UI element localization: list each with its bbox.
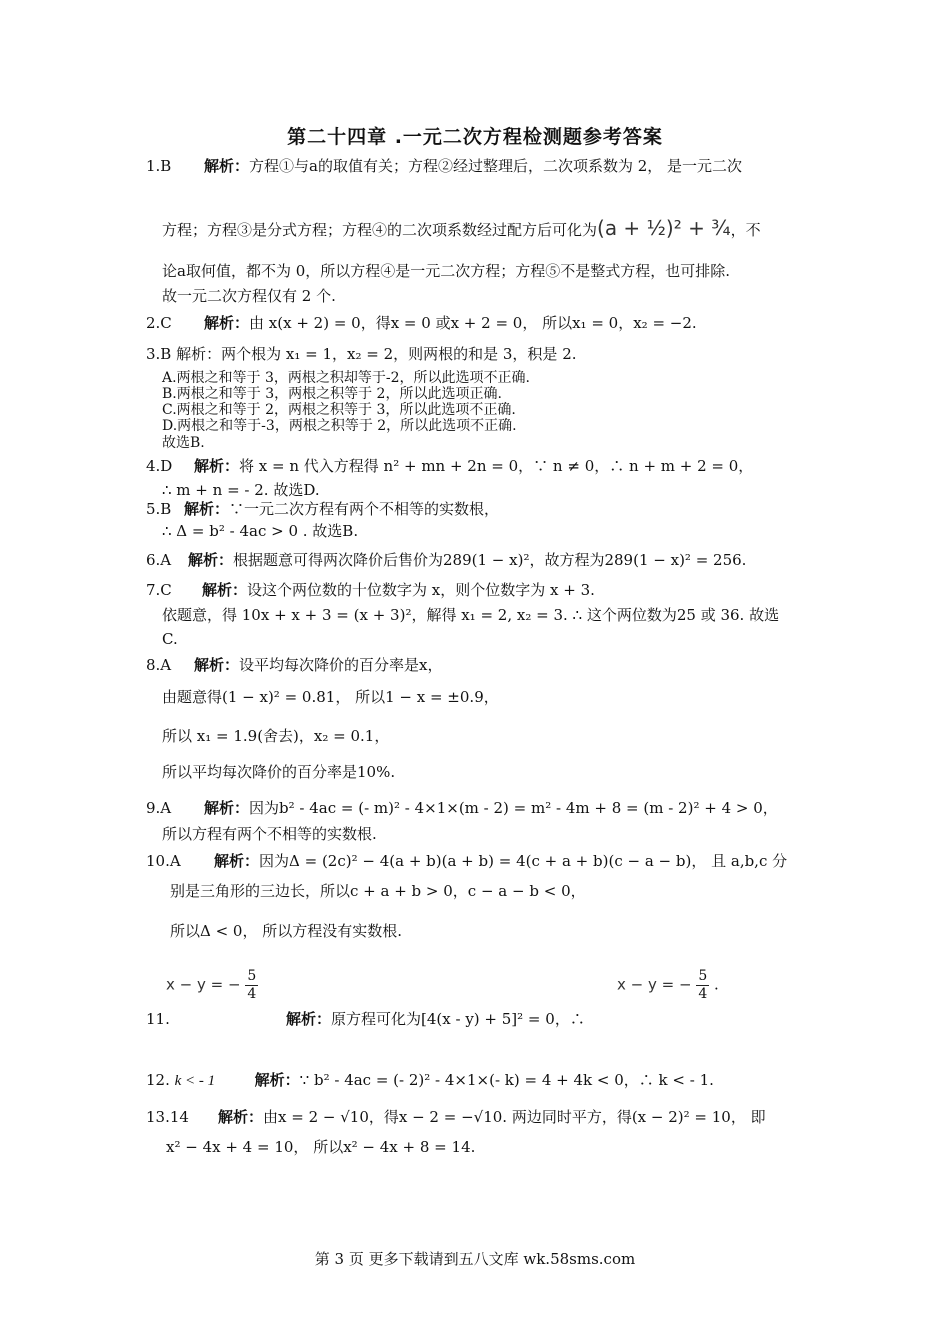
answer-8-line-2: 由题意得(1 − x)² = 0.81， 所以1 − x = ±0.9， bbox=[162, 688, 499, 706]
answer-text: 因为b² - 4ac = (- m)² - 4×1×(m - 2) = m² - 4m + 8 = (m - 2)² + 4 > 0， bbox=[249, 799, 778, 817]
answer-text: 由x = 2 − √10，得x − 2 = −√10. 两边同时平方，得(x − 2)² = 10， 即 bbox=[263, 1108, 766, 1126]
answer-text: 设这个两位数的十位数字为 x，则个位数字为 x + 3. bbox=[247, 581, 595, 599]
analysis-label: 解析： bbox=[202, 581, 248, 599]
fraction bbox=[696, 968, 709, 1003]
fraction-numerator: 5 bbox=[247, 968, 257, 984]
analysis-label: 解析： bbox=[188, 551, 234, 569]
analysis-label: 解析： bbox=[184, 500, 230, 518]
analysis-label: 解析： bbox=[214, 852, 260, 870]
answer-1-line-1 bbox=[146, 157, 742, 175]
analysis-label: 解析： bbox=[204, 799, 250, 817]
formula-image: x − y = − bbox=[166, 975, 241, 994]
answer-number: 13.14 bbox=[146, 1108, 189, 1126]
answer-8-line-4: 所以平均每次降价的百分率是10%. bbox=[162, 763, 396, 781]
answer-text: 由 x(x + 2) = 0，得x = 0 或x + 2 = 0， 所以x₁ = 0，x₂ = −2. bbox=[249, 314, 697, 332]
answer-4-line-1 bbox=[146, 457, 753, 475]
answer-8-line-1 bbox=[146, 656, 442, 674]
answer-11-lhs-formula bbox=[166, 968, 258, 1003]
analysis-label: 解析： bbox=[204, 314, 250, 332]
fraction-numerator: 5 bbox=[698, 968, 708, 984]
answer-8-line-3: 所以 x₁ = 1.9(舍去)，x₂ = 0.1， bbox=[162, 727, 390, 745]
answer-3-head: 3.B 解析：两个根为 x₁ = 1，x₂ = 2，则两根的和是 3，积是 2. bbox=[146, 345, 577, 363]
period: . bbox=[714, 975, 719, 994]
answer-9-line-2: 所以方程有两个不相等的实数根. bbox=[162, 825, 377, 843]
answer-11-rhs-formula bbox=[617, 968, 719, 1003]
answer-text: 设平均每次降价的百分率是x， bbox=[239, 656, 443, 674]
analysis-label: 解析： bbox=[194, 656, 240, 674]
answer-12 bbox=[146, 1071, 714, 1090]
analysis-label: 解析： bbox=[218, 1108, 264, 1126]
answer-5-line-1 bbox=[146, 500, 499, 518]
analysis-label: 解析： bbox=[286, 1010, 332, 1028]
answer-13-line-2: x² − 4x + 4 = 10， 所以x² − 4x + 8 = 14. bbox=[166, 1138, 476, 1156]
page-footer: 第 3 页 更多下载请到五八文库 wk.58sms.com bbox=[314, 1250, 636, 1268]
answer-number: 10.A bbox=[146, 852, 181, 870]
answer-3-option-d: D.两根之和等于-3，两根之积等于 2，所以此选项不正确. bbox=[162, 418, 517, 434]
fraction-denominator: 4 bbox=[698, 985, 708, 1002]
answer-text: 将 x = n 代入方程得 n² + mn + 2n = 0，∵ n ≠ 0，∴ n + m + 2 = 0， bbox=[239, 457, 754, 475]
answer-9-line-1 bbox=[146, 799, 778, 817]
answer-3-option-b: B.两根之和等于 3，两根之积等于 2，所以此选项正确. bbox=[162, 386, 502, 402]
answer-3-option-a: A.两根之和等于 3，两根之积却等于-2，所以此选项不正确. bbox=[162, 370, 531, 386]
fraction bbox=[245, 968, 258, 1003]
answer-11-line bbox=[146, 1010, 585, 1028]
analysis-label: 解析： bbox=[204, 157, 250, 175]
answer-text: 原方程可化为[4(x - y) + 5]² = 0，∴ bbox=[331, 1010, 585, 1028]
answer-3-option-c: C.两根之和等于 2，两根之积等于 3，所以此选项不正确. bbox=[162, 402, 516, 418]
answer-number: 6.A bbox=[146, 551, 172, 569]
answer-number: 7.C bbox=[146, 581, 172, 599]
answer-1-line-2 bbox=[162, 216, 761, 240]
answer-1-line-3: 论a取何值，都不为 0，所以方程④是一元二次方程；方程⑤不是整式方程，也可排除. bbox=[162, 262, 731, 280]
page-title: 第二十四章 .一元二次方程检测题参考答案 bbox=[287, 126, 663, 148]
answer-number: 1.B bbox=[146, 157, 172, 175]
answer-6 bbox=[146, 551, 746, 569]
answer-7-line-3: C. bbox=[162, 630, 178, 648]
analysis-label: 解析： bbox=[254, 1071, 300, 1089]
fraction-denominator: 4 bbox=[247, 985, 257, 1002]
answer-number: 5.B bbox=[146, 500, 172, 518]
answer-text: ，不 bbox=[730, 221, 761, 239]
answer-7-line-2: 依题意，得 10x + x + 3 = (x + 3)²，解得 x₁ = 2, x₂ = 3. ∴ 这个两位数为25 或 36. 故选 bbox=[162, 606, 780, 624]
answer-4-line-2: ∴ m + n = - 2. 故选D. bbox=[162, 481, 320, 499]
formula-image: x − y = − bbox=[617, 975, 692, 994]
answer-number: 2.C bbox=[146, 314, 172, 332]
answer-number: 12. bbox=[146, 1071, 170, 1089]
answer-5-line-2: ∴ Δ = b² - 4ac > 0 . 故选B. bbox=[162, 522, 359, 540]
answer-text: 方程①与a的取值有关；方程②经过整理后，二次项系数为 2， 是一元二次 bbox=[249, 157, 743, 175]
analysis-label: 解析： bbox=[194, 457, 240, 475]
answer-10-line-1 bbox=[146, 852, 787, 870]
answer-10-line-2: 别是三角形的三边长，所以c + a + b > 0，c − a − b < 0， bbox=[170, 882, 586, 900]
answer-3-end: 故选B. bbox=[162, 435, 205, 451]
answer-text: 因为Δ = (2c)² − 4(a + b)(a + b) = 4(c + a + b)(c − a − b)， 且 a,b,c 分 bbox=[259, 852, 788, 870]
answer-number: 11. bbox=[146, 1010, 170, 1028]
answer-text: 方程；方程③是分式方程；方程④的二次项系数经过配方后可化为 bbox=[162, 221, 598, 239]
formula-image: (a + ½)² + ¾ bbox=[597, 216, 731, 240]
answer-1-line-4: 故一元二次方程仅有 2 个. bbox=[162, 287, 336, 305]
answer-10-line-3: 所以Δ < 0， 所以方程没有实数根. bbox=[170, 922, 403, 940]
answer-number: 8.A bbox=[146, 656, 172, 674]
answer-number: 9.A bbox=[146, 799, 172, 817]
answer-7-line-1 bbox=[146, 581, 595, 599]
answer-text: 根据题意可得两次降价后售价为289(1 − x)²，故方程为289(1 − x)² = 256. bbox=[233, 551, 747, 569]
answer-text: ∵ b² - 4ac = (- 2)² - 4×1×(- k) = 4 + 4k < 0，∴ k < - 1. bbox=[299, 1071, 714, 1089]
answer-number: 4.D bbox=[146, 457, 173, 475]
answer-text: ∵一元二次方程有两个不相等的实数根， bbox=[229, 500, 500, 518]
answer-13-line-1 bbox=[146, 1108, 766, 1126]
answer-value: k < - 1 bbox=[174, 1073, 216, 1089]
answer-2 bbox=[146, 314, 697, 332]
